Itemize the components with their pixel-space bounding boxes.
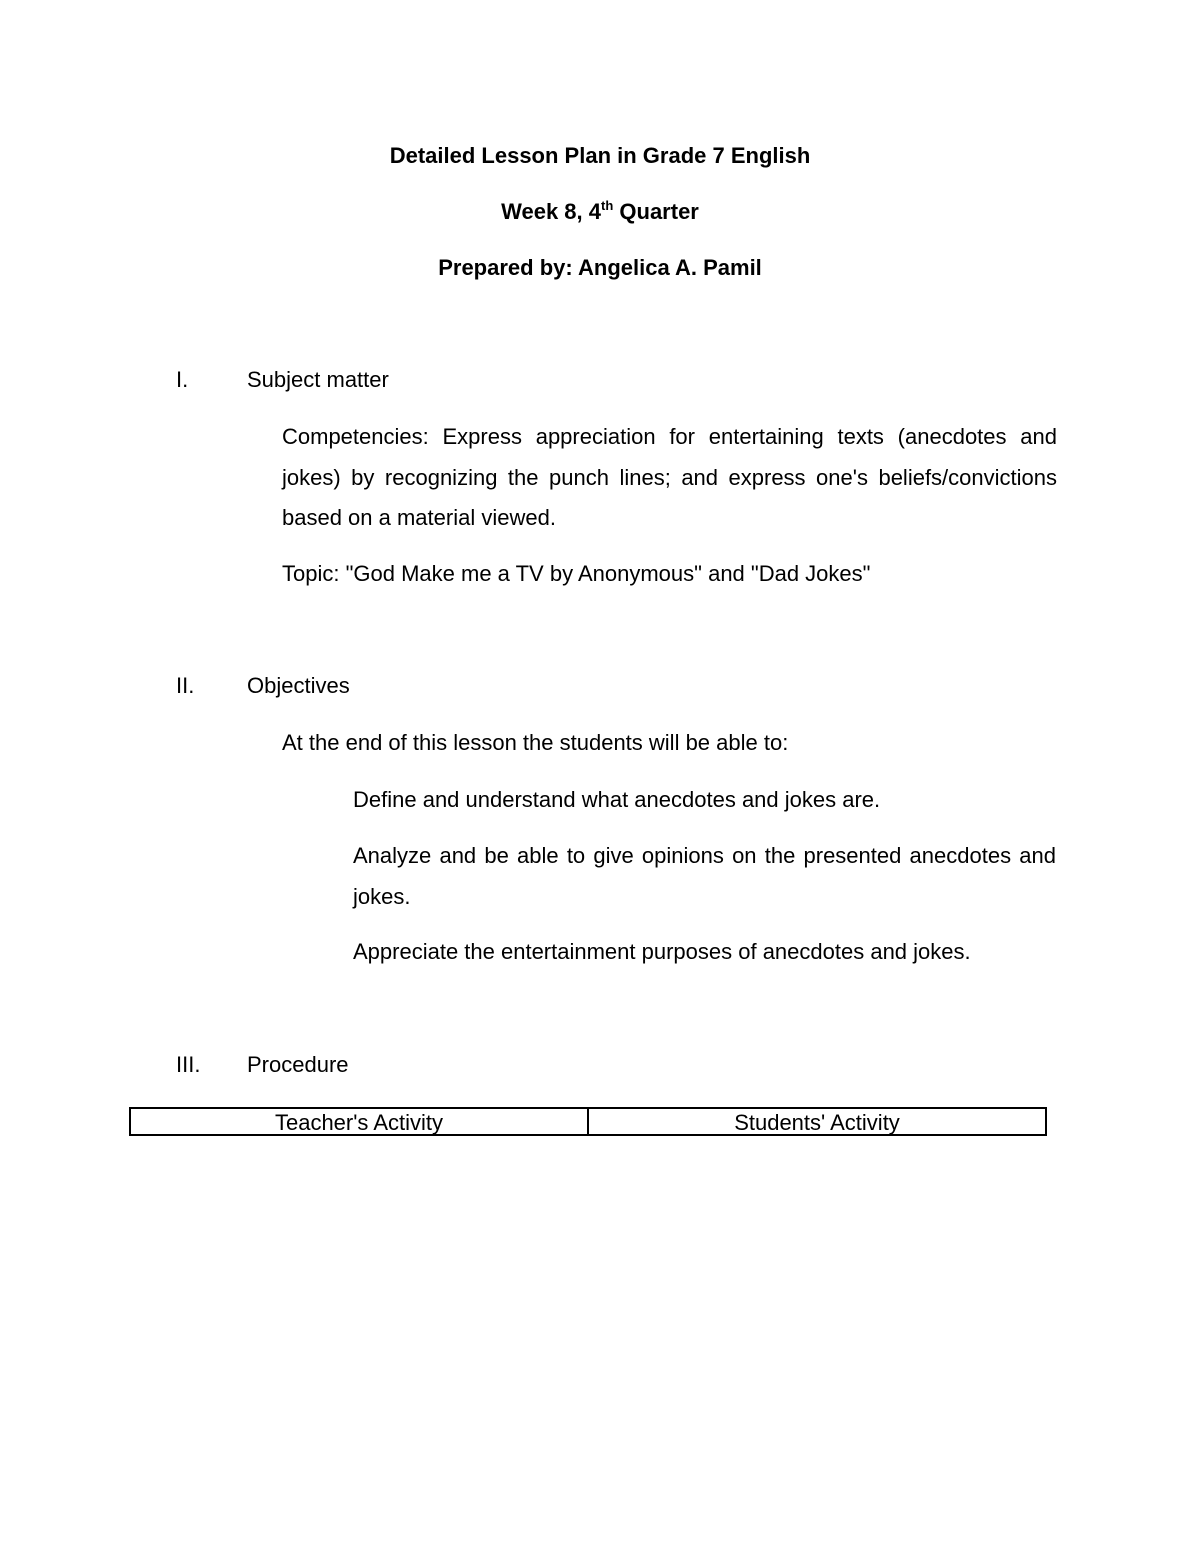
- section-numeral-procedure: III.: [176, 1052, 201, 1077]
- document-title: Detailed Lesson Plan in Grade 7 English: [389, 143, 811, 168]
- section-numeral-objectives: II.: [176, 673, 195, 698]
- topic-paragraph: Topic: "God Make me a TV by Anonymous" and "Dad Jokes": [282, 561, 871, 586]
- prepared-by: Prepared by: Angelica A. Pamil: [438, 255, 762, 280]
- procedure-table: [129, 1107, 1047, 1136]
- objective-item: Analyze and be able to give opinions on the presented anecdotes and jokes.: [353, 843, 1056, 909]
- objectives-intro: At the end of this lesson the students will be able to:: [282, 730, 789, 755]
- week-suffix: Quarter: [613, 199, 699, 224]
- section-heading-objectives: Objectives: [247, 673, 350, 698]
- competencies-paragraph: Competencies: Express appreciation for entertaining texts (anecdotes and jokes) by recognizing the punch lines; and express one's beliefs/convictions based on a material viewed.: [282, 424, 1057, 530]
- week-quarter-line: [0, 199, 1200, 225]
- table-header-students: Students' Activity: [587, 1109, 1045, 1134]
- section-numeral-subject: I.: [176, 367, 189, 392]
- section-heading-subject: Subject matter: [247, 367, 389, 392]
- objective-item: Appreciate the entertainment purposes of anecdotes and jokes.: [353, 939, 971, 964]
- ordinal-suffix: th: [601, 198, 614, 213]
- table-header-teacher: Teacher's Activity: [274, 1110, 444, 1135]
- objective-item: Define and understand what anecdotes and jokes are.: [353, 787, 881, 812]
- section-heading-procedure: Procedure: [247, 1052, 349, 1077]
- week-prefix: Week 8, 4: [501, 199, 601, 224]
